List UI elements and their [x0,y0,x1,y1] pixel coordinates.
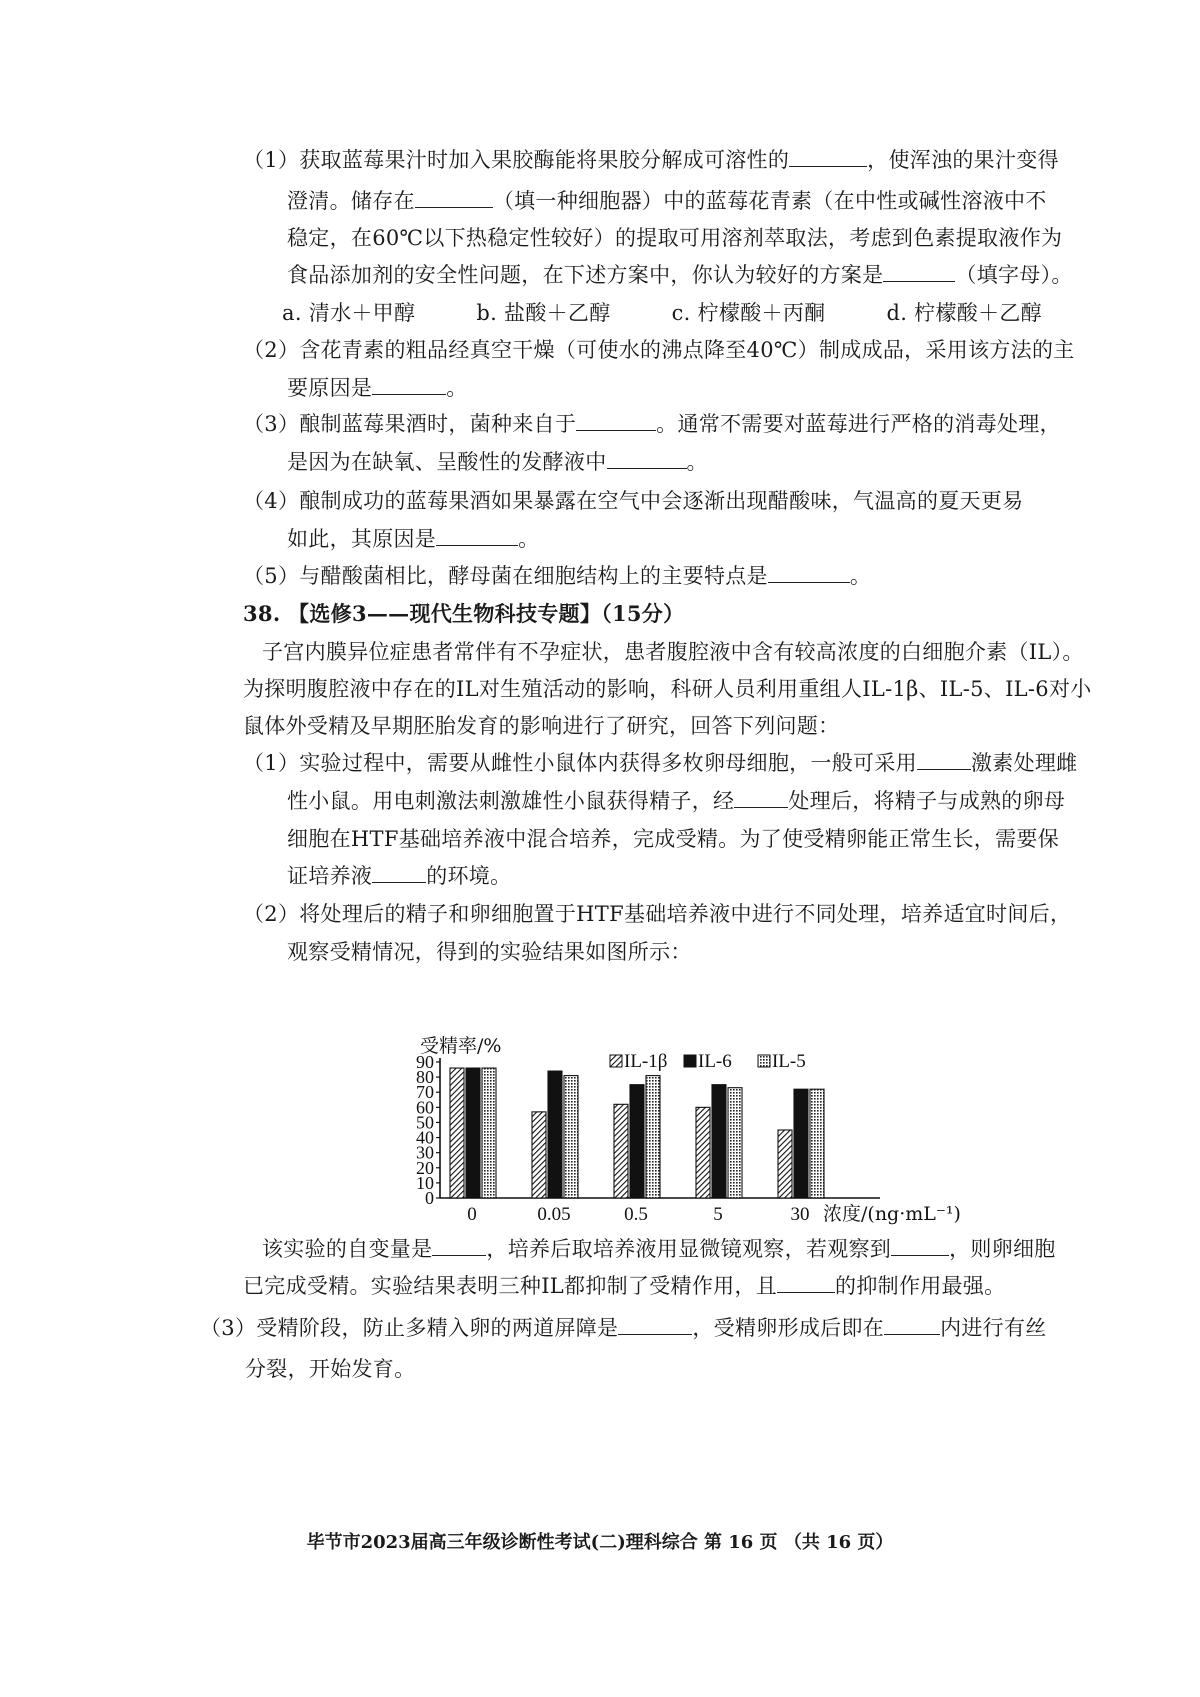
answer-blank[interactable] [415,187,493,208]
q38-title: 38. 【选修3——现代生物科技专题】（15分） [243,601,685,626]
text: ，则卵细胞 [949,1237,1056,1261]
q37-part3-line1 [243,409,1061,439]
text: （3）酿制蓝莓果酒时，菌种来自于 [243,412,577,436]
chart-bars [450,1068,824,1198]
y-tick-label: 0 [425,1188,434,1208]
q38-intro-line2: 为探明腹腔液中存在的IL对生殖活动的影响，科研人员利用重组人IL-1β、IL-5、IL-6对小 [243,677,1092,701]
bar-IL-5-0.5 [646,1076,660,1198]
option-d[interactable]: d. 柠檬酸＋乙醇 [886,301,1042,325]
q38-part1-line2 [287,786,1065,816]
answer-blank[interactable] [436,525,518,546]
q38-part2-after-line2 [243,1271,1005,1301]
bar-IL-6-0 [466,1068,480,1198]
text: 。 [446,376,468,400]
legend-swatch-IL-1β [610,1055,622,1067]
text: ，培养后取培养液用显微镜观察，若观察到 [486,1237,892,1261]
answer-blank[interactable] [734,787,788,808]
text: 。 [518,527,540,551]
q37-part1-line1 [243,145,1059,175]
x-tick-label: 0.5 [624,1204,648,1225]
text: （5）与醋酸菌相比，酵母菌在细胞结构上的主要特点是 [243,564,768,588]
x-tick-label: 0 [467,1204,477,1225]
answer-blank[interactable] [576,410,656,431]
legend-label-IL-1β: IL-1β [624,1051,668,1072]
q38-intro-line1: 子宫内膜异位症患者常伴有不孕症状，患者腹腔液中含有较高浓度的白细胞介素（IL）。 [262,640,1084,664]
option-b[interactable]: b. 盐酸＋乙醇 [476,301,611,325]
y-tick-label: 60 [416,1097,434,1118]
answer-blank[interactable] [884,1314,940,1335]
q37-part3-line2 [287,447,708,477]
text: 处理后，将精子与成熟的卵母 [788,789,1066,813]
answer-blank[interactable] [372,374,446,395]
y-axis-label: 受精率/% [420,1035,502,1057]
bar-IL-6-0.5 [630,1085,644,1198]
text: 食品添加剂的安全性问题，在下述方案中，你认为较好的方案是 [287,263,884,287]
bar-IL-1β-30 [778,1130,792,1198]
q37-part2-line2 [287,373,468,403]
q37-part1-line4 [287,260,1073,290]
bar-IL-1β-0.5 [614,1104,628,1198]
q38-part2-after-line1 [262,1234,1056,1264]
y-tick-label: 10 [416,1172,434,1193]
legend-swatch-IL-5 [758,1055,770,1067]
q37-part5-line1 [243,561,871,591]
q38-part3-line2: 分裂，开始发育。 [245,1357,416,1381]
text: 。 [849,564,872,588]
q37-part1-line3: 稳定，在60℃以下热稳定性较好）的提取可用溶剂萃取法，考虑到色素提取液作为 [287,226,1063,250]
q37-part4-line2 [287,524,539,554]
answer-blank[interactable] [432,1235,486,1256]
text: 如此，其原因是 [287,527,437,551]
answer-blank[interactable] [768,562,850,583]
y-tick-label: 70 [416,1082,434,1103]
x-tick-label: 0.05 [537,1204,571,1225]
text: 的环境。 [426,864,512,888]
text: 激素处理雌 [970,751,1078,775]
text: 是因为在缺氧、呈酸性的发酵液中 [287,450,607,474]
y-tick-label: 50 [416,1112,434,1133]
page-footer: 毕节市2023届高三年级诊断性考试(二)理科综合 第 16 页 （共 16 页） [306,1532,894,1553]
legend-label-IL-5: IL-5 [772,1051,806,1072]
text: 已完成受精。实验结果表明三种IL都抑制了受精作用，且 [243,1274,778,1298]
bar-IL-5-5 [728,1088,742,1198]
fertilization-rate-chart [400,1035,961,1250]
q38-intro-line3: 鼠体外受精及早期胚胎发育的影响进行了研究，回答下列问题： [243,714,840,738]
q37-part4-line1: （4）酿制成功的蓝莓果酒如果暴露在空气中会逐渐出现醋酸味，气温高的夏天更易 [243,489,1024,513]
q37-part2-line1: （2）含花青素的粗品经真空干燥（可使水的沸点降至40℃）制成成品，采用该方法的主 [243,338,1075,362]
q38-part2-line1: （2）将处理后的精子和卵细胞置于HTF基础培养液中进行不同处理，培养适宜时间后， [243,902,1072,926]
text: （1）获取蓝莓果汁时加入果胶酶能将果胶分解成可溶性的 [243,148,790,172]
answer-blank[interactable] [618,1314,692,1335]
q38-part3-line1 [200,1313,1047,1343]
bar-IL-1β-5 [696,1107,710,1198]
q38-part2-line2: 观察受精情况，得到的实验结果如图所示： [287,940,692,964]
option-c[interactable]: c. 柠檬酸＋丙酮 [671,301,826,325]
bar-IL-5-30 [810,1089,824,1198]
text: （1）实验过程中，需要从雌性小鼠体内获得多枚卵母细胞，一般可采用 [243,751,917,775]
q38-part1-line3: 细胞在HTF基础培养液中混合培养，完成受精。为了使受精卵能正常生长，需要保 [287,827,1059,851]
text: 证培养液 [287,864,373,888]
text: （填字母）。 [955,263,1073,287]
text: 。通常不需要对蓝莓进行严格的消毒处理， [656,412,1061,436]
bar-IL-6-0.05 [548,1071,562,1198]
answer-blank[interactable] [777,1272,835,1293]
answer-blank[interactable] [883,261,955,282]
text: 内进行有丝 [940,1316,1047,1340]
y-tick-label: 30 [416,1142,434,1163]
legend-swatch-IL-6 [684,1055,696,1067]
bar-IL-5-0.05 [564,1076,578,1198]
chart-legend [610,1051,806,1072]
y-tick-label: 40 [416,1127,434,1148]
text: 性小鼠。用电刺激法刺激雄性小鼠获得精子，经 [287,789,735,813]
answer-blank[interactable] [607,448,687,469]
answer-blank[interactable] [789,146,867,167]
text: 的抑制作用最强。 [835,1274,1006,1298]
bar-IL-1β-0.05 [532,1112,546,1198]
option-a[interactable]: a. 清水＋甲醇 [282,301,416,325]
y-tick-label: 20 [416,1157,434,1178]
text: 要原因是 [287,376,373,400]
answer-blank[interactable] [372,862,426,883]
bar-IL-6-5 [712,1085,726,1198]
q37-options [282,298,1042,328]
legend-label-IL-6: IL-6 [698,1051,732,1072]
bar-IL-5-0 [482,1068,496,1198]
text: 澄清。储存在 [287,189,415,213]
x-tick-label: 30 [790,1204,810,1225]
answer-blank[interactable] [917,749,971,770]
y-tick-label: 80 [416,1067,434,1088]
y-tick-label: 90 [416,1052,434,1072]
q38-part1-line1 [243,748,1077,778]
x-tick-label: 5 [713,1204,723,1225]
text: ，受精卵形成后即在 [692,1316,885,1340]
x-axis-label: 浓度/(ng·mL⁻¹) [823,1203,961,1225]
bar-IL-1β-0 [450,1068,464,1198]
text: 该实验的自变量是 [262,1237,433,1261]
text: 。 [686,450,708,474]
q38-part1-line4 [287,861,511,891]
text: （填一种细胞器）中的蓝莓花青素（在中性或碱性溶液中不 [492,189,1047,213]
bar-IL-6-30 [794,1089,808,1198]
q37-part1-line2 [287,186,1047,216]
text: （3）受精阶段，防止多精入卵的两道屏障是 [200,1316,619,1340]
answer-blank[interactable] [891,1235,949,1256]
text: ，使浑浊的果汁变得 [867,148,1059,172]
